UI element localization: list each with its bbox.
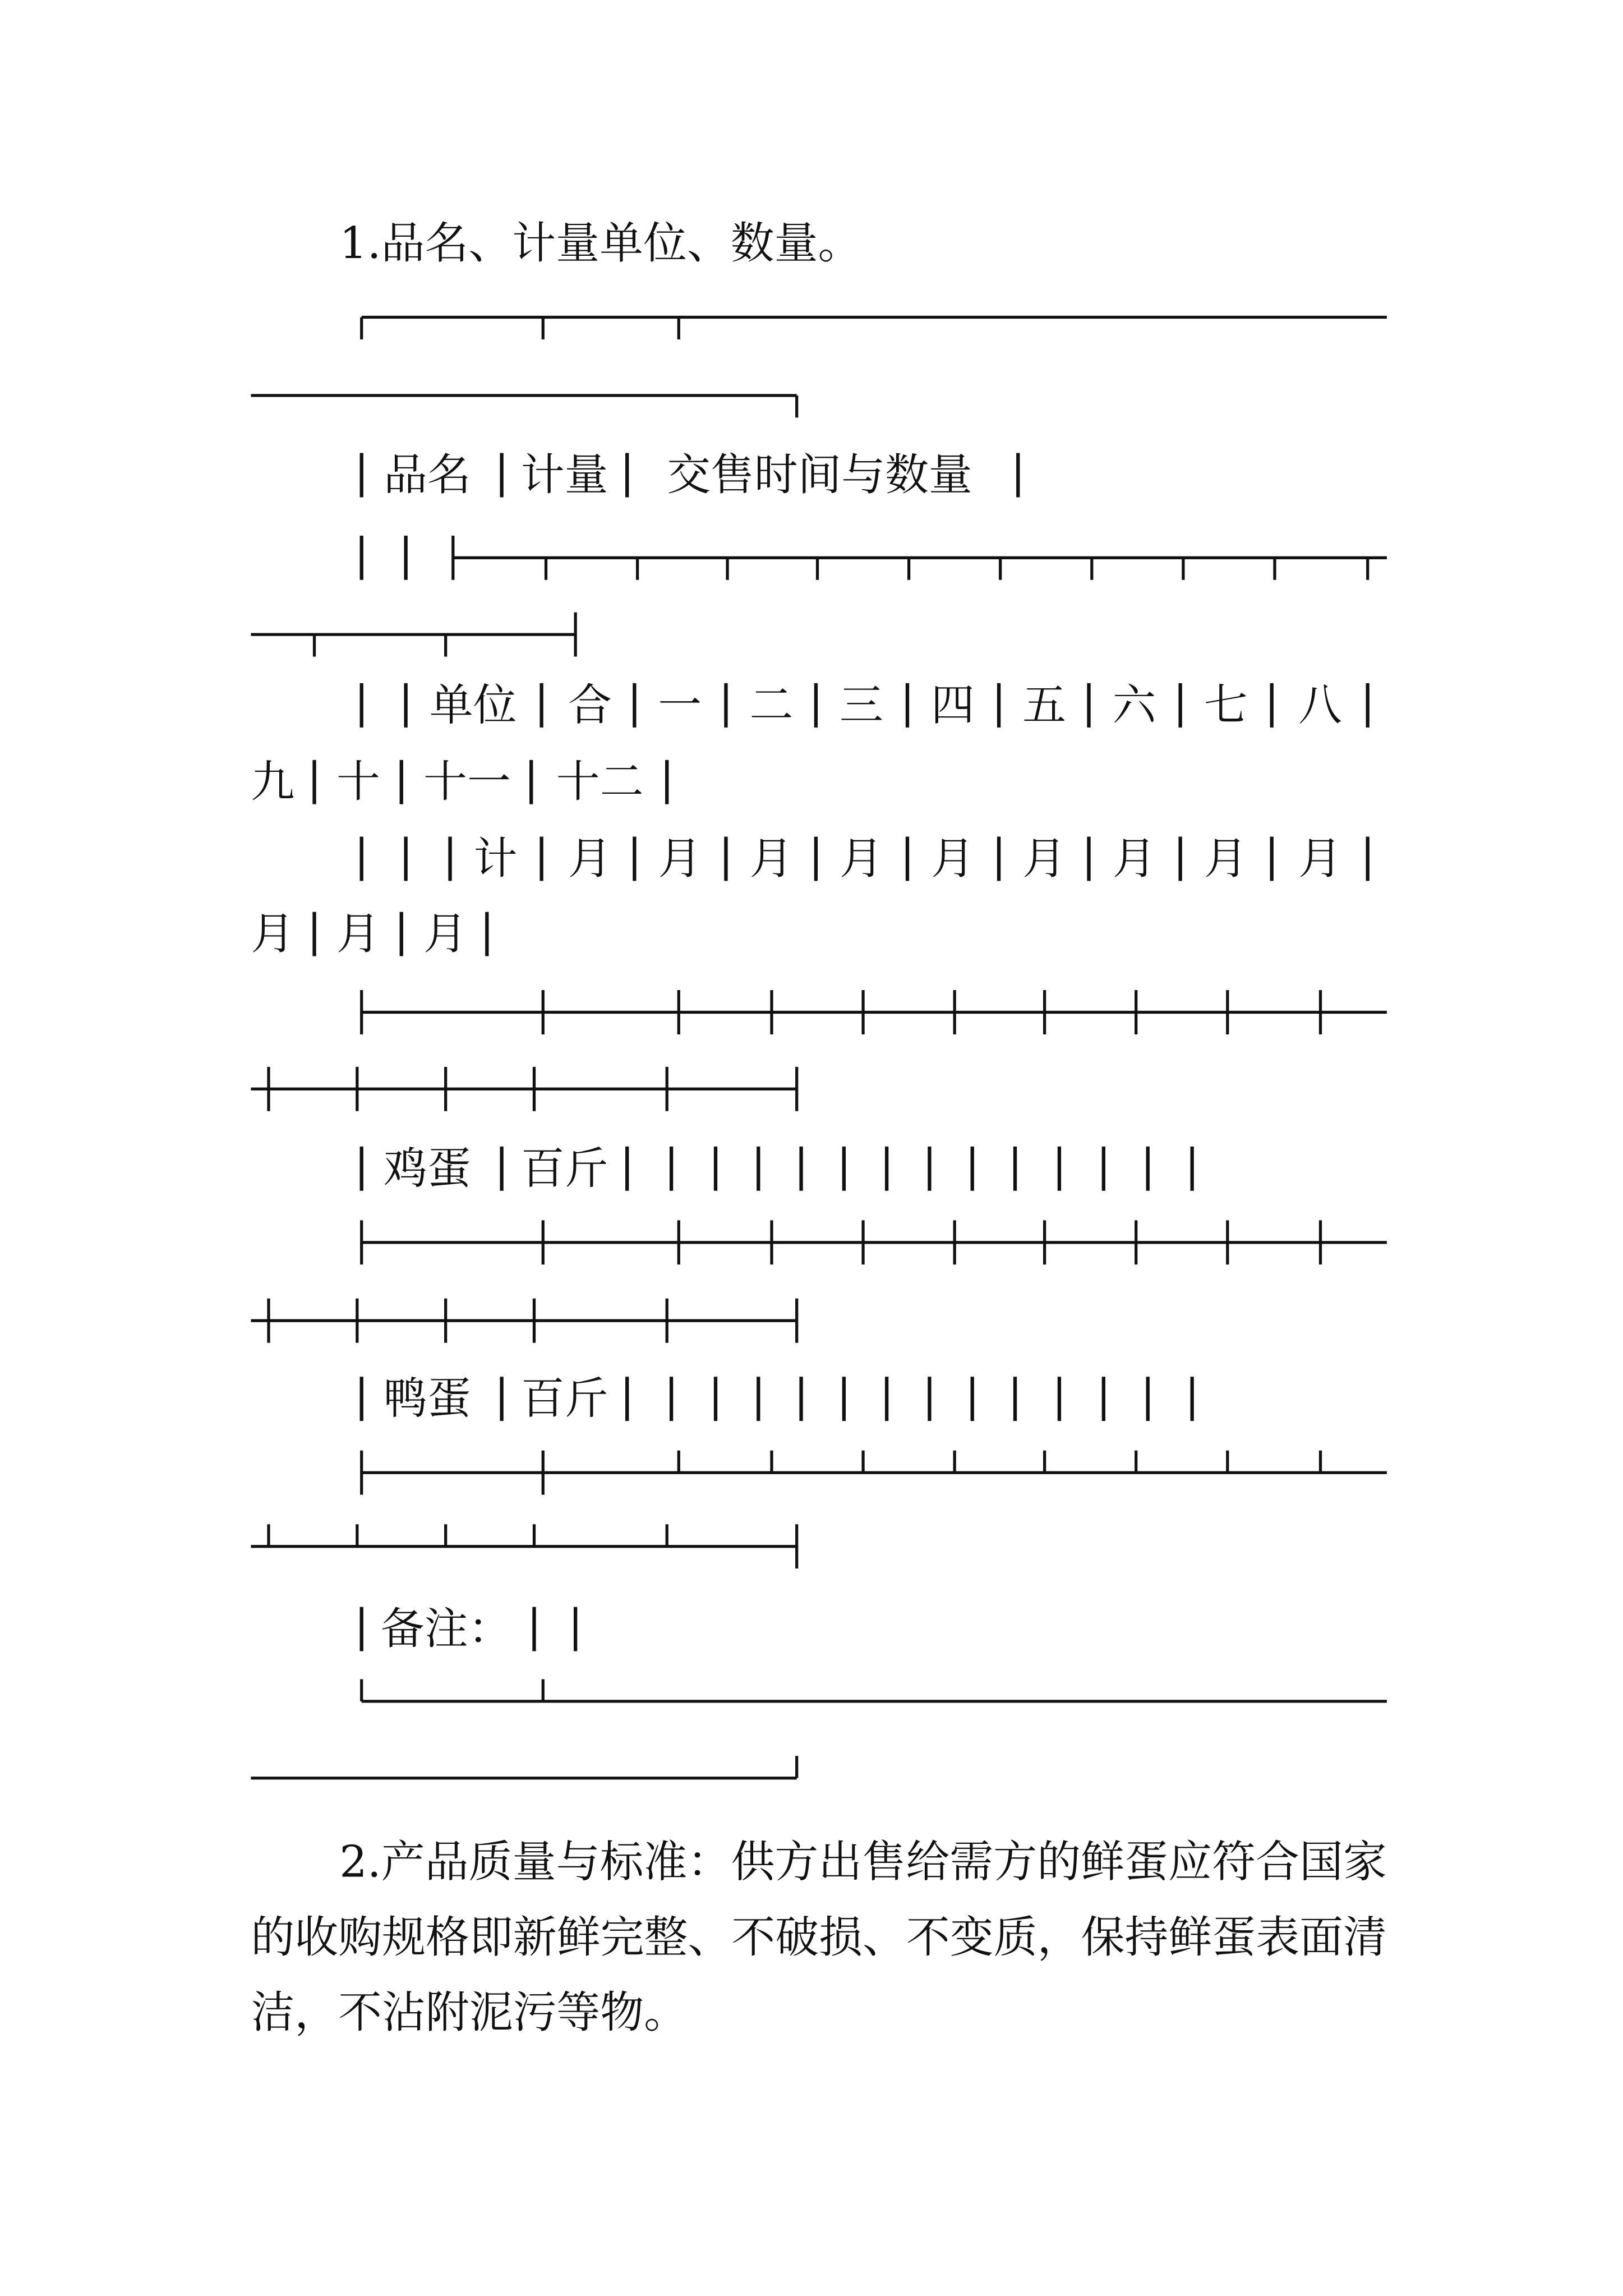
header-cell-month-suffix: 月 xyxy=(336,909,380,960)
header-cell-month-7: 七 xyxy=(1204,680,1248,731)
table-borders xyxy=(251,318,1386,1778)
header-cell-measure: 计量 xyxy=(520,450,608,501)
header-cell-month-suffix: 月 xyxy=(658,833,702,884)
table-row xyxy=(384,1374,608,1424)
header-cell-total-part2: 计 xyxy=(473,833,518,884)
header-cell-month-6: 六 xyxy=(1112,680,1156,731)
section-1-heading: 1.品名、计量单位、数量。 xyxy=(339,218,862,269)
header-cell-month-suffix: 月 xyxy=(1022,833,1067,884)
header-cell-unit: 单位 xyxy=(429,680,517,731)
row-product-name: 鸭蛋 xyxy=(384,1373,471,1424)
header-cell-product-name: 品名 xyxy=(384,450,471,501)
row-product-name: 鸡蛋 xyxy=(384,1143,471,1194)
header-cell-month-8: 八 xyxy=(1298,680,1342,731)
header-cell-month-10: 十 xyxy=(336,757,380,808)
header-cell-month-suffix: 月 xyxy=(251,909,295,960)
header-cell-month-1: 一 xyxy=(658,680,702,731)
header-cell-month-4: 四 xyxy=(931,680,975,731)
header-cell-total-part1: 合 xyxy=(568,680,612,731)
header-cell-month-5: 五 xyxy=(1022,680,1067,731)
header-cell-month-11: 十一 xyxy=(423,757,511,808)
paragraph-line: 2.产品质量与标准：供方出售给需方的鲜蛋应符合国家 xyxy=(339,1837,1387,1888)
header-cell-month-suffix: 月 xyxy=(1298,833,1342,884)
table-header-line-2-cont xyxy=(251,757,643,807)
row-unit: 百斤 xyxy=(520,1143,608,1194)
header-cell-month-suffix: 月 xyxy=(839,833,883,884)
header-cell-month-suffix: 月 xyxy=(1204,833,1248,884)
header-cell-month-3: 三 xyxy=(839,680,883,731)
header-cell-month-9: 九 xyxy=(251,757,295,808)
paragraph-line: 洁，不沾附泥污等物。 xyxy=(251,1987,688,2038)
header-cell-month-12: 十二 xyxy=(556,757,644,808)
table-header-line-1 xyxy=(384,450,972,500)
section-2-paragraph xyxy=(251,1837,1386,2038)
paragraph-line: 的收购规格即新鲜完整、不破损、不变质，保持鲜蛋表面清 xyxy=(251,1912,1387,1963)
table-row xyxy=(384,1143,608,1194)
header-cell-month-suffix: 月 xyxy=(931,833,975,884)
table-header-line-3-cont xyxy=(251,909,467,959)
remark-label: 备注： xyxy=(380,1604,512,1655)
header-cell-delivery-time-quantity: 交售时间与数量 xyxy=(667,450,972,501)
row-unit: 百斤 xyxy=(520,1373,608,1424)
header-cell-month-suffix: 月 xyxy=(749,833,794,884)
header-cell-month-suffix: 月 xyxy=(568,833,612,884)
header-cell-month-suffix: 月 xyxy=(423,909,468,960)
table-header-line-2 xyxy=(430,680,1342,730)
header-cell-month-suffix: 月 xyxy=(1112,833,1156,884)
header-cell-month-2: 二 xyxy=(749,680,794,731)
